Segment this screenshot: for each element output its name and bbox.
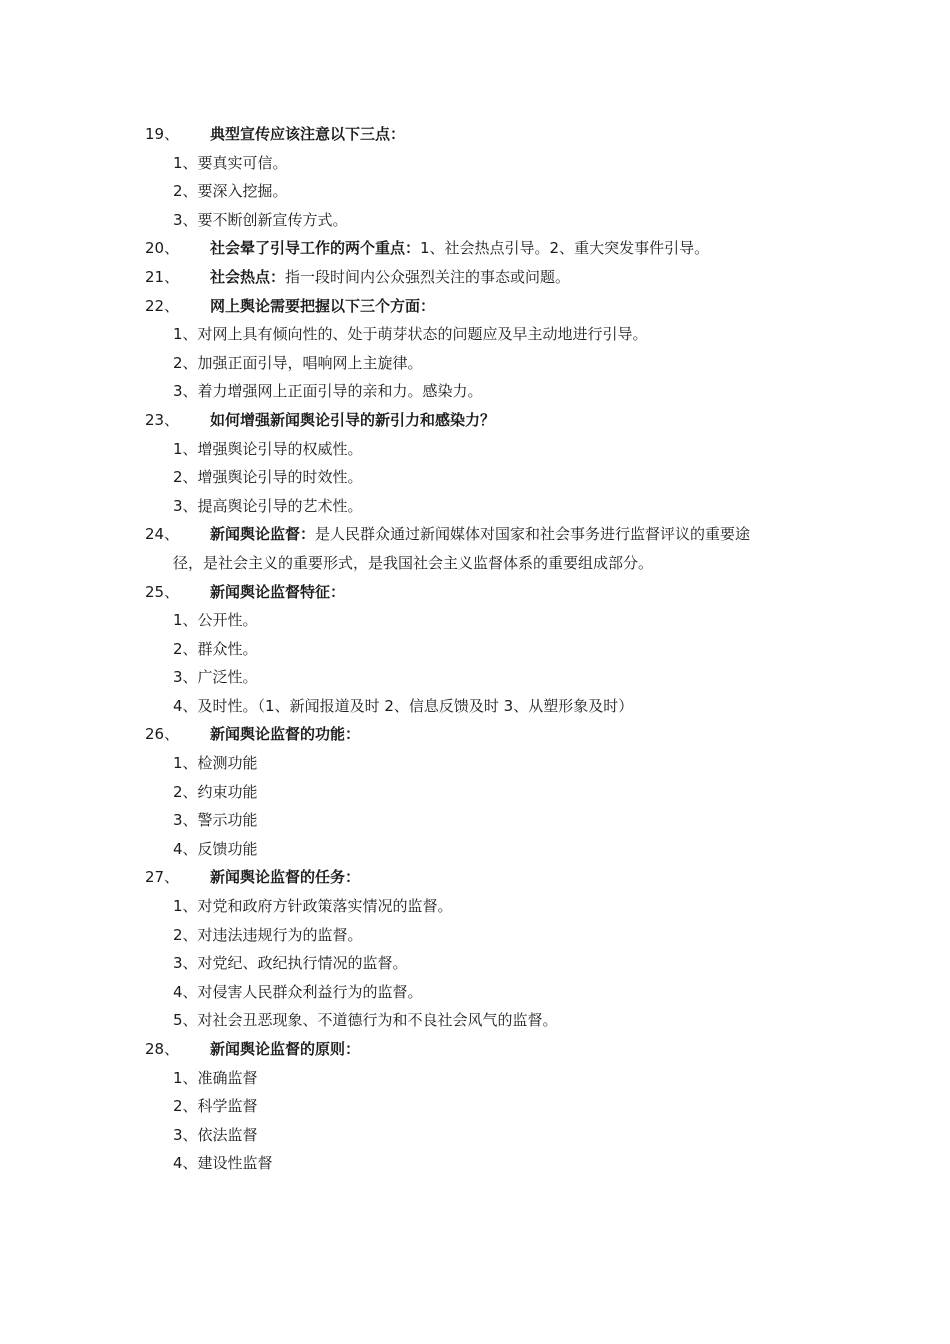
section-heading <box>145 263 825 292</box>
section-title: 新闻舆论监督的任务： <box>210 868 361 887</box>
section-number: 19、 <box>145 125 180 143</box>
list-item: 2、要深入挖掘。 <box>173 182 288 201</box>
list-item: 3、广泛性。 <box>173 668 258 687</box>
list-item: 3、对党纪、政纪执行情况的监督。 <box>173 954 408 973</box>
list-item: 1、公开性。 <box>173 611 258 630</box>
section-number: 20、 <box>145 239 180 258</box>
section-number: 27、 <box>145 868 180 887</box>
list-item: 3、依法监督 <box>173 1125 258 1144</box>
section-title: 社会热点： <box>210 267 286 286</box>
list-item: 2、增强舆论引导的时效性。 <box>173 468 363 487</box>
section-number: 24、 <box>145 525 180 544</box>
section-title: 新闻舆论监督的功能： <box>210 725 361 744</box>
section-heading <box>145 1035 825 1064</box>
list-item: 1、对网上具有倾向性的、处于萌芽状态的问题应及早主动地进行引导。 <box>173 325 648 344</box>
section-number: 21、 <box>145 267 180 286</box>
section-heading <box>145 863 825 892</box>
section-description: 指一段时间内公众强烈关注的事态或问题。 <box>285 267 571 286</box>
list-item: 2、加强正面引导，唱响网上主旋律。 <box>173 353 423 372</box>
list-item: 4、建设性监督 <box>173 1154 273 1173</box>
section-title: 网上舆论需要把握以下三个方面： <box>210 296 436 315</box>
section-title: 如何增强新闻舆论引导的新引力和感染力？ <box>210 410 496 429</box>
section-title: 新闻舆论监督特征： <box>210 582 346 601</box>
section-description: 是人民群众通过新闻媒体对国家和社会事务进行监督评议的重要途 <box>315 525 751 544</box>
document-content <box>145 120 825 1178</box>
list-item: 4、对侵害人民群众利益行为的监督。 <box>173 982 423 1001</box>
section-heading <box>145 234 825 263</box>
section-number: 22、 <box>145 296 180 315</box>
list-item: 5、对社会丑恶现象、不道德行为和不良社会风气的监督。 <box>173 1011 558 1030</box>
list-item: 2、对违法违规行为的监督。 <box>173 925 363 944</box>
list-item: 3、警示功能 <box>173 811 258 830</box>
list-item: 2、约束功能 <box>173 782 258 801</box>
list-item: 4、反馈功能 <box>173 839 258 858</box>
section-number: 23、 <box>145 410 180 429</box>
section-heading <box>145 578 825 607</box>
list-item: 1、检测功能 <box>173 754 258 773</box>
list-item: 3、提高舆论引导的艺术性。 <box>173 496 363 515</box>
list-item: 2、群众性。 <box>173 639 258 658</box>
section-heading <box>145 520 825 549</box>
list-item: 3、要不断创新宣传方式。 <box>173 210 348 229</box>
list-item: 1、准确监督 <box>173 1068 258 1087</box>
section-heading <box>145 120 825 149</box>
list-item: 4、及时性。（1、新闻报道及时 2、信息反馈及时 3、从塑形象及时） <box>173 696 634 715</box>
section-heading <box>145 292 825 321</box>
section-number: 25、 <box>145 582 180 601</box>
section-title: 社会晕了引导工作的两个重点： <box>210 239 421 258</box>
section-number: 28、 <box>145 1040 180 1058</box>
list-item: 1、增强舆论引导的权威性。 <box>173 439 363 458</box>
section-description-continuation: 径，是社会主义的重要形式，是我国社会主义监督体系的重要组成部分。 <box>173 553 654 572</box>
list-item: 2、科学监督 <box>173 1097 258 1116</box>
section-number: 26、 <box>145 725 180 744</box>
list-item: 1、要真实可信。 <box>173 153 288 172</box>
section-title: 新闻舆论监督： <box>210 525 316 544</box>
list-item: 3、着力增强网上正面引导的亲和力。感染力。 <box>173 382 483 401</box>
section-description: 1、社会热点引导。2、重大突发事件引导。 <box>420 239 710 258</box>
section-title: 新闻舆论监督的原则： <box>210 1040 361 1058</box>
list-item: 1、对党和政府方针政策落实情况的监督。 <box>173 897 453 916</box>
section-heading <box>145 406 825 435</box>
section-title: 典型宣传应该注意以下三点： <box>210 125 406 143</box>
section-heading <box>145 720 825 749</box>
